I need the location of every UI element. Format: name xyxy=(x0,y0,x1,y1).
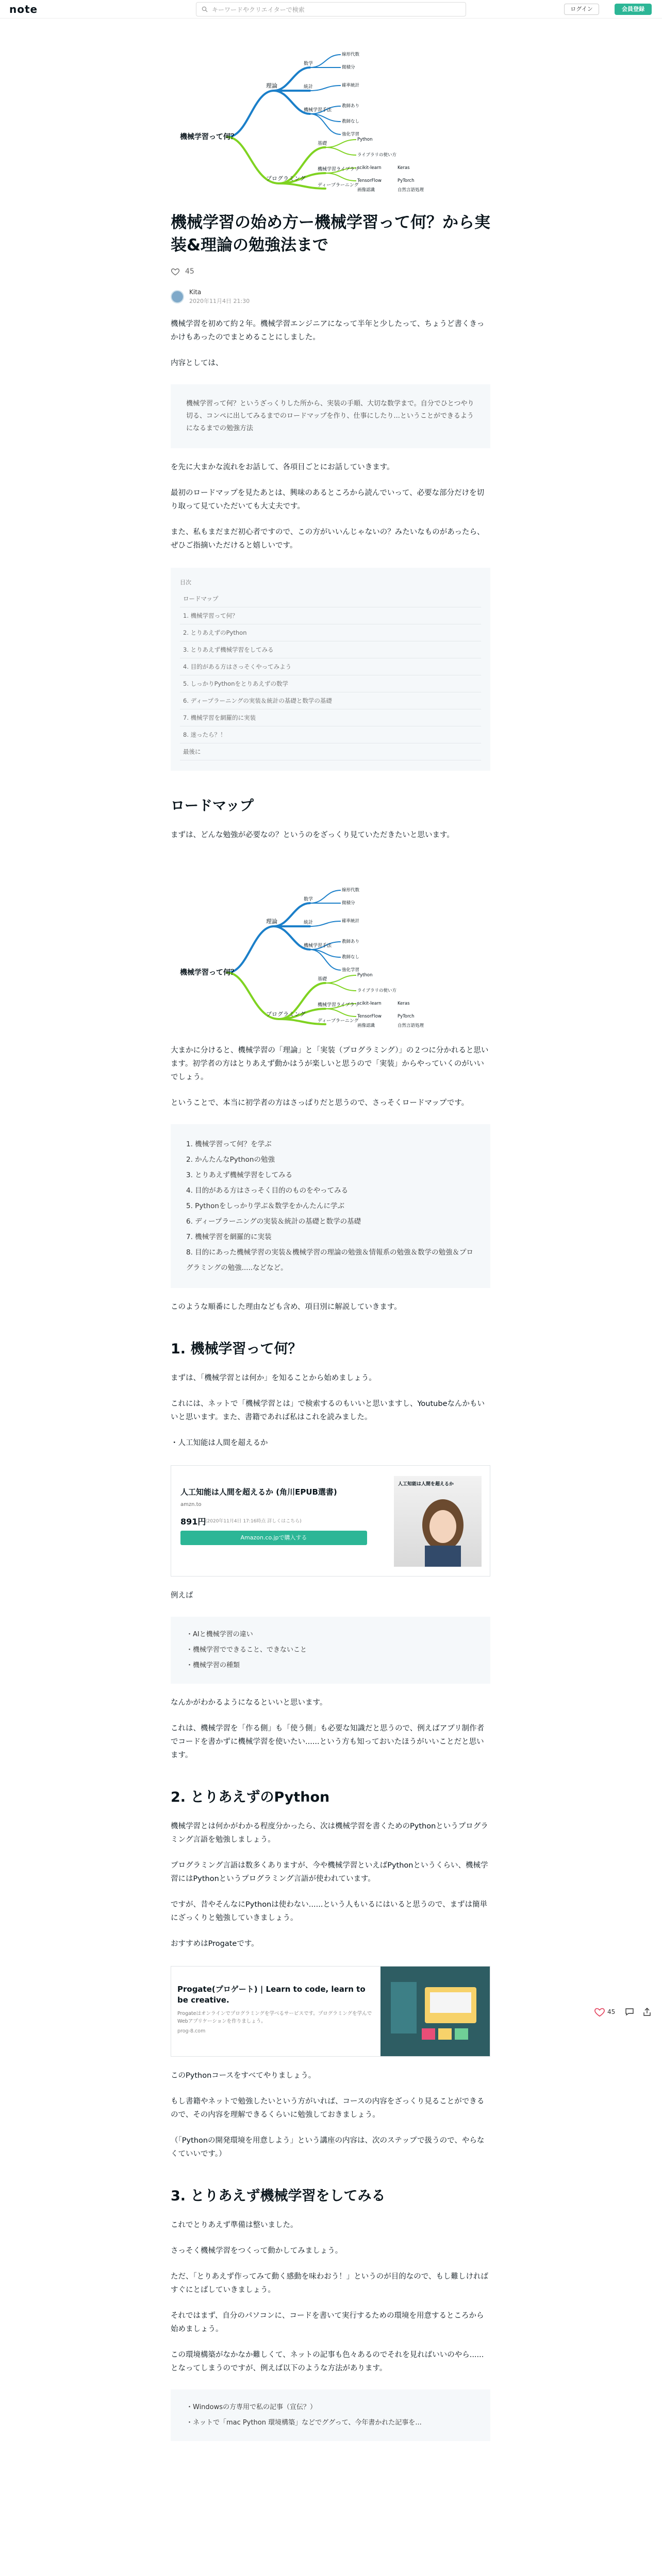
toc-item[interactable]: 8. 迷ったら？！ xyxy=(180,726,481,743)
toc-item[interactable]: 6. ディープラーニングの実装＆統計の基礎と数学の基礎 xyxy=(180,692,481,709)
book-title[interactable]: 人工知能は人間を超えるか (角川EPUB選書) xyxy=(180,1487,337,1497)
heart-icon[interactable] xyxy=(171,267,180,276)
author-name[interactable]: Kita xyxy=(189,289,202,296)
svg-text:自然言語処理: 自然言語処理 xyxy=(398,1023,424,1028)
heart-icon[interactable] xyxy=(594,2006,605,2018)
svg-text:線形代数: 線形代数 xyxy=(342,888,360,893)
mindmap-branch-theory: 理論 xyxy=(266,82,277,89)
svg-text:PyTorch: PyTorch xyxy=(398,178,415,183)
svg-text:TensorFlow: TensorFlow xyxy=(357,1014,382,1019)
mindmap-root: 機械学習って何？ xyxy=(180,133,238,141)
toc-item[interactable]: 1. 機械学習って何？ xyxy=(180,607,481,624)
svg-text:scikit-learn: scikit-learn xyxy=(357,165,382,171)
section-heading: 3. とりあえず機械学習をしてみる xyxy=(171,2188,386,2204)
svg-text:教師なし: 教師なし xyxy=(342,955,360,960)
list-item: 2. かんたんなPythonの勉強 xyxy=(186,1156,275,1164)
mindmap-image xyxy=(171,19,490,194)
paragraph: このような順番にした理由なども含め、項目別に解説していきます。 xyxy=(171,1303,402,1311)
floating-like-count: 45 xyxy=(607,2008,616,2015)
article-title: 機械学習の始め方ー機械学習って何？から実装&理論の勉強法まで xyxy=(171,213,490,255)
svg-text:scikit-learn: scikit-learn xyxy=(357,1001,382,1006)
roadmap-list xyxy=(171,1124,490,1288)
amazon-book-card[interactable] xyxy=(171,1465,490,1577)
table-of-contents xyxy=(171,568,490,771)
list-item: ・機械学習の種類 xyxy=(186,1662,240,1669)
paragraph: 機械学習とは何かがわかる程度分かったら、次は機械学習を書くためのPythonというプログラミング言語を勉強しましょう。 xyxy=(171,1822,488,1844)
paragraph: これには、ネットで「機械学習とは」で検索するのもいいと思いますし、Youtubeなんかもいいと思います。また、書籍であれば私はこれを読みました。 xyxy=(171,1400,485,1421)
paragraph: （「Pythonの開発環境を用意しよう」という講座の内容は、次のステップで扱うので、やらなくていいです。） xyxy=(171,2137,485,2158)
svg-text:画像認識: 画像認識 xyxy=(357,188,375,193)
list-item: ・AIと機械学習の違い xyxy=(186,1631,253,1638)
svg-text:線形代数: 線形代数 xyxy=(342,52,360,57)
paragraph: もし書籍やネットで勉強したいという方がいれば、コースの内容をざっくり見ることができるので、その内容を理解できるくらいに勉強しておきましょう。 xyxy=(171,2097,485,2119)
share-icon[interactable] xyxy=(642,2007,652,2016)
svg-text:機械学習って何？: 機械学習って何？ xyxy=(180,969,238,977)
amazon-buy-button[interactable]: Amazon.co.jpで購入する xyxy=(180,1531,367,1545)
floating-like[interactable] xyxy=(594,2006,615,2018)
paragraph: 例えば xyxy=(171,1591,193,1600)
book-cover-title: 人工知能は人間を超えるか xyxy=(398,1482,454,1487)
svg-text:Python: Python xyxy=(357,973,373,978)
author-block[interactable] xyxy=(171,289,490,305)
search-input[interactable] xyxy=(196,2,466,16)
svg-text:ディープラーニング: ディープラーニング xyxy=(318,1019,359,1024)
list-item: 1. 機械学習って何？を学ぶ xyxy=(186,1140,272,1148)
mindmap-branch-programming: プログラミング xyxy=(266,175,306,182)
toc-item[interactable]: 4. 目的がある方はさっそくやってみよう xyxy=(180,658,481,675)
svg-text:自然言語処理: 自然言語処理 xyxy=(398,188,424,193)
svg-text:統計: 統計 xyxy=(304,84,313,90)
list-item: 7. 機械学習を網羅的に実装 xyxy=(186,1233,272,1241)
list-item: ・ネットで「mac Python 環境構築」などでググって、今年書かれた記事を... xyxy=(186,2419,422,2427)
svg-text:機械学習手法: 機械学習手法 xyxy=(304,943,332,948)
comment-icon[interactable] xyxy=(625,2007,634,2016)
list-item: 8. 目的にあった機械学習の実装＆機械学習の理論の勉強＆情報系の勉強＆数学の勉強＆プログラミングの勉強.....などなど。 xyxy=(186,1248,474,1272)
toc-item[interactable]: 7. 機械学習を網羅的に実装 xyxy=(180,709,481,726)
svg-text:確率統計: 確率統計 xyxy=(342,83,360,88)
search-icon xyxy=(202,6,208,12)
quote-block: 機械学習って何？というざっくりした所から、実装の手順、大切な数学まで。自分でひとつやり切る、コンペに出してみるまでのロードマップを作り、仕事にしたり...ということができるようになるまでの勉強方法 xyxy=(171,384,490,448)
toc-item[interactable]: 最後に xyxy=(180,743,481,760)
list-item: 3. とりあえず機械学習をしてみる xyxy=(186,1171,293,1179)
link-card-description: Progateはオンラインでプログラミングを学べるサービスです。プログラミングを学んでWebアプリケーションを作りましょう。 xyxy=(177,2011,372,2024)
svg-text:微積分: 微積分 xyxy=(342,65,355,70)
paragraph: このPythonコースをすべてやりましょう。 xyxy=(171,2072,316,2080)
toc-item[interactable]: 5. しっかりPythonをとりあえずの数学 xyxy=(180,675,481,692)
section-heading: ロードマップ xyxy=(171,798,254,814)
section-heading: 1. 機械学習って何？ xyxy=(171,1341,302,1357)
paragraph: 大まかに分けると、機械学習の「理論」と「実装（プログラミング）」の２つに分かれると思います。初学者の方はとりあえず動かはうが楽しいと思うので「実装」からやっていくのがいいでしょう。 xyxy=(171,1046,489,1081)
like-row xyxy=(171,267,490,276)
svg-text:教師あり: 教師あり xyxy=(342,939,360,944)
paragraph: なんかがわかるようになるといいと思います。 xyxy=(171,1699,327,1707)
search-placeholder: キーワードやクリエイターで検索 xyxy=(212,6,305,13)
author-date: 2020年11月4日 21:30 xyxy=(189,298,250,304)
paragraph: さっそく機械学習をつくって動かしてみましょう。 xyxy=(171,2247,343,2255)
paragraph: また、私もまだまだ初心者ですので、この方がいいんじゃないの？みたいなものがあったら、ぜひご指摘いただけると嬉しいです。 xyxy=(171,528,485,550)
book-cover-illustration xyxy=(394,1476,482,1567)
svg-text:教師なし: 教師なし xyxy=(342,119,360,124)
svg-text:Keras: Keras xyxy=(398,165,410,171)
like-count: 45 xyxy=(185,267,194,276)
svg-text:数学: 数学 xyxy=(304,897,313,902)
paragraph: それではまず、自分のパソコンに、コードを書いて実行するための環境を用意するところから始めましょう。 xyxy=(171,2312,484,2333)
svg-text:基礎: 基礎 xyxy=(318,141,327,146)
svg-text:Python: Python xyxy=(357,137,373,142)
svg-text:確率統計: 確率統計 xyxy=(342,919,360,924)
svg-text:理論: 理論 xyxy=(266,918,277,925)
svg-text:機械学習ライブラリ: 機械学習ライブラリ xyxy=(318,167,359,172)
mindmap-image-2 xyxy=(171,854,490,1029)
section-heading: 2. とりあえずのPython xyxy=(171,1789,330,1805)
book-price-note: (2020年11月4日 17:16時点 詳しくはこちら) xyxy=(205,1519,302,1524)
link-card-title[interactable]: Progate(プロゲート) | Learn to code, learn to be creative. xyxy=(177,1985,366,2005)
paragraph: プログラミング言語は数多くありますが、今や機械学習といえばPythonというくらい、機械学習にはPythonというプログラミング言語が使われています。 xyxy=(171,1861,488,1883)
svg-text:数学: 数学 xyxy=(304,61,313,66)
svg-text:機械学習手法: 機械学習手法 xyxy=(304,108,332,113)
list-item[interactable]: ・Windowsの方専用で私の記事（宣伝？） xyxy=(186,2403,317,2411)
progate-link-card[interactable] xyxy=(171,1966,490,2057)
svg-text:プログラミング: プログラミング xyxy=(266,1011,306,1018)
toc-heading[interactable]: 目次 xyxy=(180,579,191,586)
toc-item[interactable]: 2. とりあえずのPython xyxy=(180,624,481,641)
toc-item[interactable]: 3. とりあえず機械学習をしてみる xyxy=(180,641,481,658)
book-cover-image[interactable] xyxy=(394,1476,482,1567)
svg-text:微積分: 微積分 xyxy=(342,901,355,906)
note-logo[interactable]: note xyxy=(9,3,38,15)
svg-text:ディープラーニング: ディープラーニング xyxy=(318,183,359,188)
paragraph: ということで、本当に初学者の方はさっぱりだと思うので、さっそくロードマップです。 xyxy=(171,1099,469,1107)
toc-item[interactable]: ロードマップ xyxy=(180,590,481,607)
svg-text:統計: 統計 xyxy=(304,920,313,925)
progate-illustration xyxy=(380,1967,490,2056)
link-card-domain: prog-8.com xyxy=(177,2028,206,2034)
paragraph: ですが、昔やそんなにPythonは使わない......という人もいるにはいると思うので、まずは簡単にざっくりと勉強していきましょう。 xyxy=(171,1901,488,1922)
list-item: ・機械学習でできること、できないこと xyxy=(186,1646,307,1654)
svg-text:強化学習: 強化学習 xyxy=(342,132,360,137)
svg-text:TensorFlow: TensorFlow xyxy=(357,178,382,183)
paragraph: おすすめはProgateです。 xyxy=(171,1940,259,1948)
login-button[interactable]: ログイン xyxy=(564,4,599,15)
paragraph: ・人工知能は人間を超えるか xyxy=(171,1439,268,1447)
avatar[interactable] xyxy=(171,290,184,303)
svg-text:ライブラリの使い方: ライブラリの使い方 xyxy=(357,988,396,993)
progate-thumbnail xyxy=(380,1967,490,2056)
paragraph: これでとりあえず準備は整いました。 xyxy=(171,2221,298,2229)
paragraph: を先に大まかな流れをお話して、各項目ごとにお話していきます。 xyxy=(171,463,394,471)
bullet-list xyxy=(171,2389,490,2441)
book-source: amzn.to xyxy=(180,1502,202,1507)
paragraph: 機械学習を初めて約２年。機械学習エンジニアになって半年と少したって、ちょうど書くきっかけもあったのでまとめることにしました。 xyxy=(171,320,485,342)
paragraph: まずは、「機械学習とは何か」を知ることから始めましょう。 xyxy=(171,1374,376,1382)
article-body xyxy=(171,19,490,2441)
paragraph: ただ、「とりあえず作ってみて動く感動を味わおう！」というのが目的なので、もし難しければすぐにとばしていきましょう。 xyxy=(171,2273,488,2294)
svg-text:Keras: Keras xyxy=(398,1001,410,1006)
bullet-list xyxy=(171,1617,490,1684)
svg-text:ライブラリの使い方: ライブラリの使い方 xyxy=(357,152,396,158)
list-item: 6. ディープラーニングの実装＆統計の基礎と数学の基礎 xyxy=(186,1217,361,1226)
list-item: 5. Pythonをしっかり学ぶ＆数学をかんたんに学ぶ xyxy=(186,1202,344,1210)
svg-text:機械学習ライブラリ: 機械学習ライブラリ xyxy=(318,1003,359,1008)
svg-text:教師あり: 教師あり xyxy=(342,104,360,109)
paragraph: この環境構築がなかなか難しくて、ネットの記事も色々あるのでそれを見ればいいのやら......となってしまうのですが、例えば以下のような方法があります。 xyxy=(171,2351,484,2372)
svg-text:画像認識: 画像認識 xyxy=(357,1023,375,1028)
site-header xyxy=(0,0,662,19)
signup-button[interactable]: 会員登録 xyxy=(615,4,652,15)
book-price: 891円 xyxy=(180,1517,206,1527)
paragraph: 最初のロードマップを見たあとは、興味のあるところから読んでいって、必要な部分だけを切り取って見ていただいても大丈夫です。 xyxy=(171,489,485,511)
paragraph: 内容としては、 xyxy=(171,359,223,367)
svg-text:基礎: 基礎 xyxy=(318,977,327,982)
list-item: 4. 目的がある方はさっそく目的のものをやってみる xyxy=(186,1187,349,1195)
svg-text:PyTorch: PyTorch xyxy=(398,1014,415,1019)
paragraph: これは、機械学習を「作る側」も「使う側」も必要な知識だと思うので、例えばアプリ制作者でコードを書かずに機械学習を使いたい......という方も知っておいたほうがいいことだと思います。 xyxy=(171,1724,485,1759)
paragraph: まずは、どんな勉強が必要なの？というのをざっくり見ていただきたいと思います。 xyxy=(171,831,454,839)
svg-text:強化学習: 強化学習 xyxy=(342,968,360,973)
